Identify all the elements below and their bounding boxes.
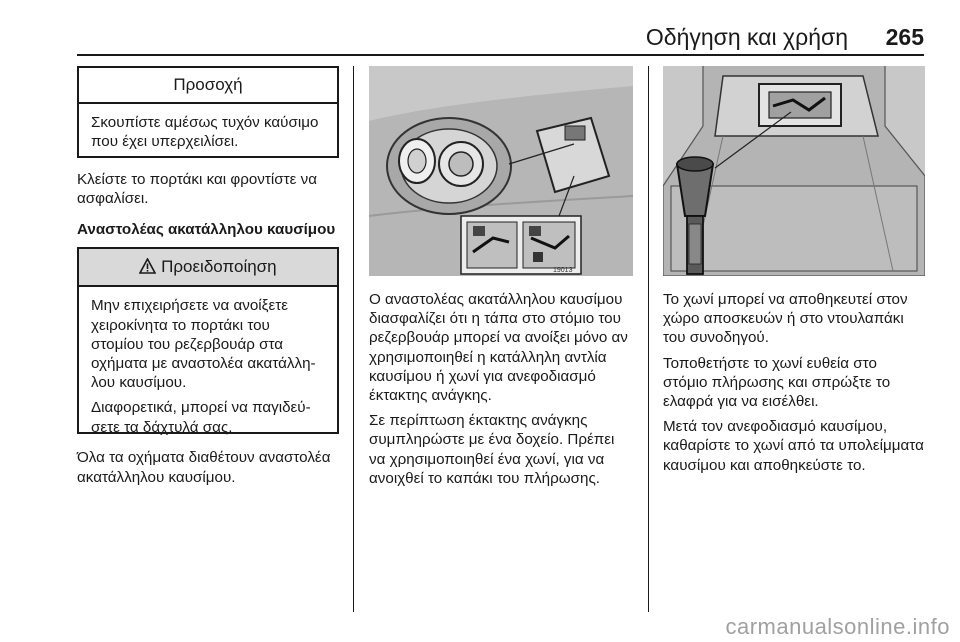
warning-box: [77, 247, 339, 434]
paragraph: Κλείστε το πορτάκι και φροντίστε να ασφαλίσει.: [77, 171, 317, 208]
figure-code: 19013: [553, 267, 573, 274]
warning-text: Μην επιχειρήσετε να ανοίξετε χειροκίνητα το πορτάκι του στομίου του ρεζερβουάρ στα οχήματα με αναστολέα ακατάλληλου καυσίμου.: [91, 297, 316, 392]
paragraph: Όλα τα οχήματα διαθέτουν αναστολέα ακατάλληλου καυσίμου.: [77, 449, 331, 486]
warning-triangle-icon: [139, 258, 156, 274]
warning-text: Διαφορετικά, μπορεί να παγιδεύσετε τα δάχτυλά σας.: [91, 399, 311, 436]
column-1: [77, 66, 339, 487]
page-number: 265: [885, 24, 924, 50]
section-subheading: Αναστολέας ακατάλληλου καυσίμου: [77, 221, 336, 239]
caution-box: [77, 66, 339, 158]
caution-text: Σκουπίστε αμέσως τυχόν καύσιμο που έχει υπερχειλίσει.: [91, 114, 319, 151]
paragraph: Ο αναστολέας ακατάλληλου καυσίμου διασφαλίζει ότι η τάπα στο στόμιο του ρεζερβουάρ μπορεί να ανοίξει μόνο αν χρησιμοποιηθεί η κατάλληλη αντλία καυσίμου ή χωνί για ανεφοδιασμό έκτακτης ανάγκης.: [369, 291, 628, 405]
column-3: [663, 66, 925, 475]
watermark: carmanualsonline.info: [725, 614, 950, 639]
warning-title: Προειδοποίηση: [161, 257, 277, 277]
header-divider: [77, 54, 924, 56]
fuel-filler-illustration: [369, 66, 633, 276]
paragraph: Το χωνί μπορεί να αποθηκευτεί στον χώρο αποσκευών ή στο ντουλαπάκι του συνοδηγού.: [663, 291, 908, 347]
paragraph: Σε περίπτωση έκτακτης ανάγκης συμπληρώστε με ένα δοχείο. Πρέπει να χρησιμοποιηθεί ένα χωνί, για να ανοιχθεί το καπάκι του πλήρωσης.: [369, 412, 615, 487]
column-divider-1: [353, 66, 354, 612]
column-2: [369, 66, 633, 488]
warning-header: [79, 249, 337, 287]
paragraph: Μετά τον ανεφοδιασμό καυσίμου, καθαρίστε το χωνί από τα υπολείμματα καυσίμου και αποθηκεύστε το.: [663, 418, 924, 474]
caution-title: Προσοχή: [79, 68, 337, 104]
funnel-storage-illustration: [663, 66, 925, 276]
column-divider-2: [648, 66, 649, 612]
page-header-title: Οδήγηση και χρήση: [645, 24, 848, 50]
paragraph: Τοποθετήστε το χωνί ευθεία στο στόμιο πλήρωσης και σπρώξτε το ελαφρά για να εισέλθει.: [663, 354, 891, 411]
